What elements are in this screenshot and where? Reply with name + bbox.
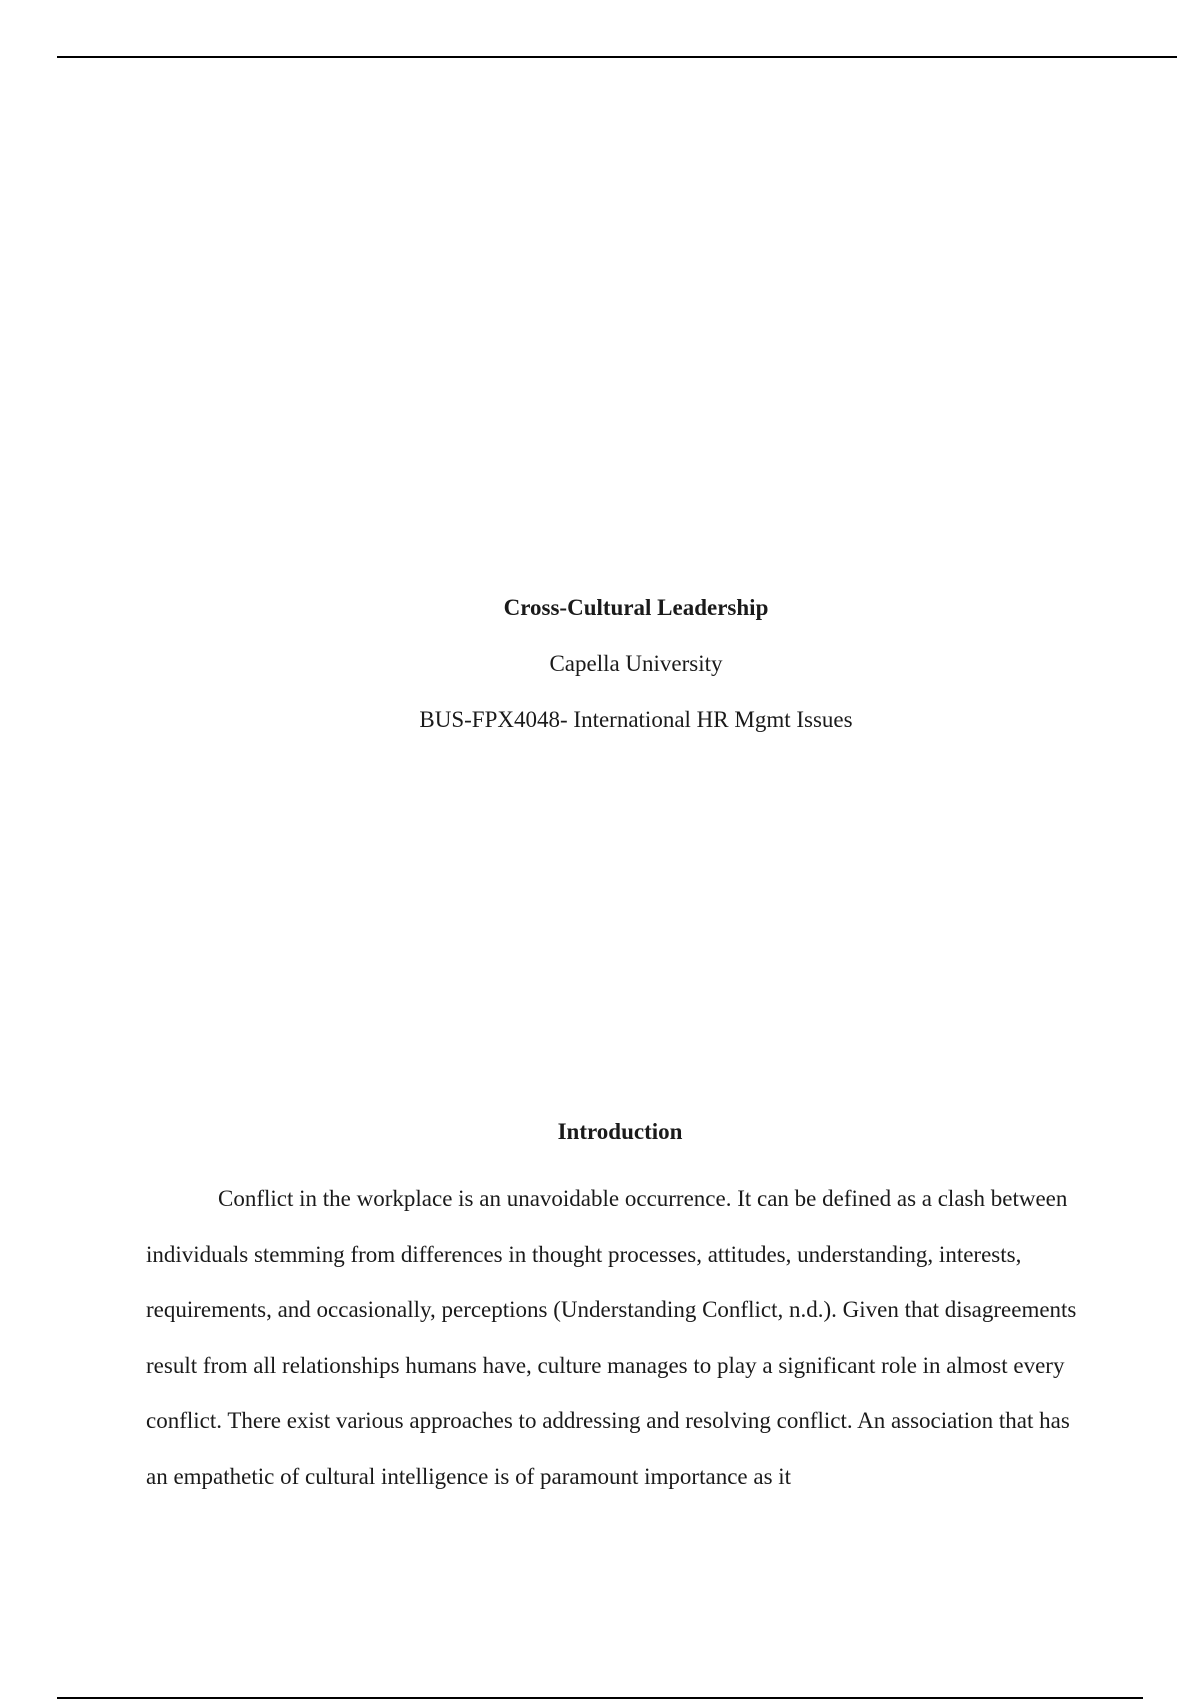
course-name: BUS-FPX4048- International HR Mgmt Issues: [419, 707, 853, 732]
header-rule: [57, 56, 1177, 58]
footer-rule: [57, 1697, 1143, 1699]
institution-name: Capella University: [549, 651, 723, 676]
introduction-section: [146, 1115, 1094, 1505]
body-paragraph: Conflict in the workplace is an unavoidable occurrence. It can be defined as a clash between individuals stemming from differences in thought processes, attitudes, understanding, interests, requirements, and occasionally, perceptions (Understanding Conflict, n.d.). Given that disagreements result from all relationships humans have, culture manages to play a significant role in almost every conflict. There exist various approaches to addressing and resolving conflict. An association that has an empathetic of cultural intelligence is of paramount importance as it: [146, 1186, 1077, 1489]
section-heading: Introduction: [557, 1119, 683, 1144]
document-title: Cross-Cultural Leadership: [503, 595, 769, 620]
title-block: [0, 580, 1200, 748]
